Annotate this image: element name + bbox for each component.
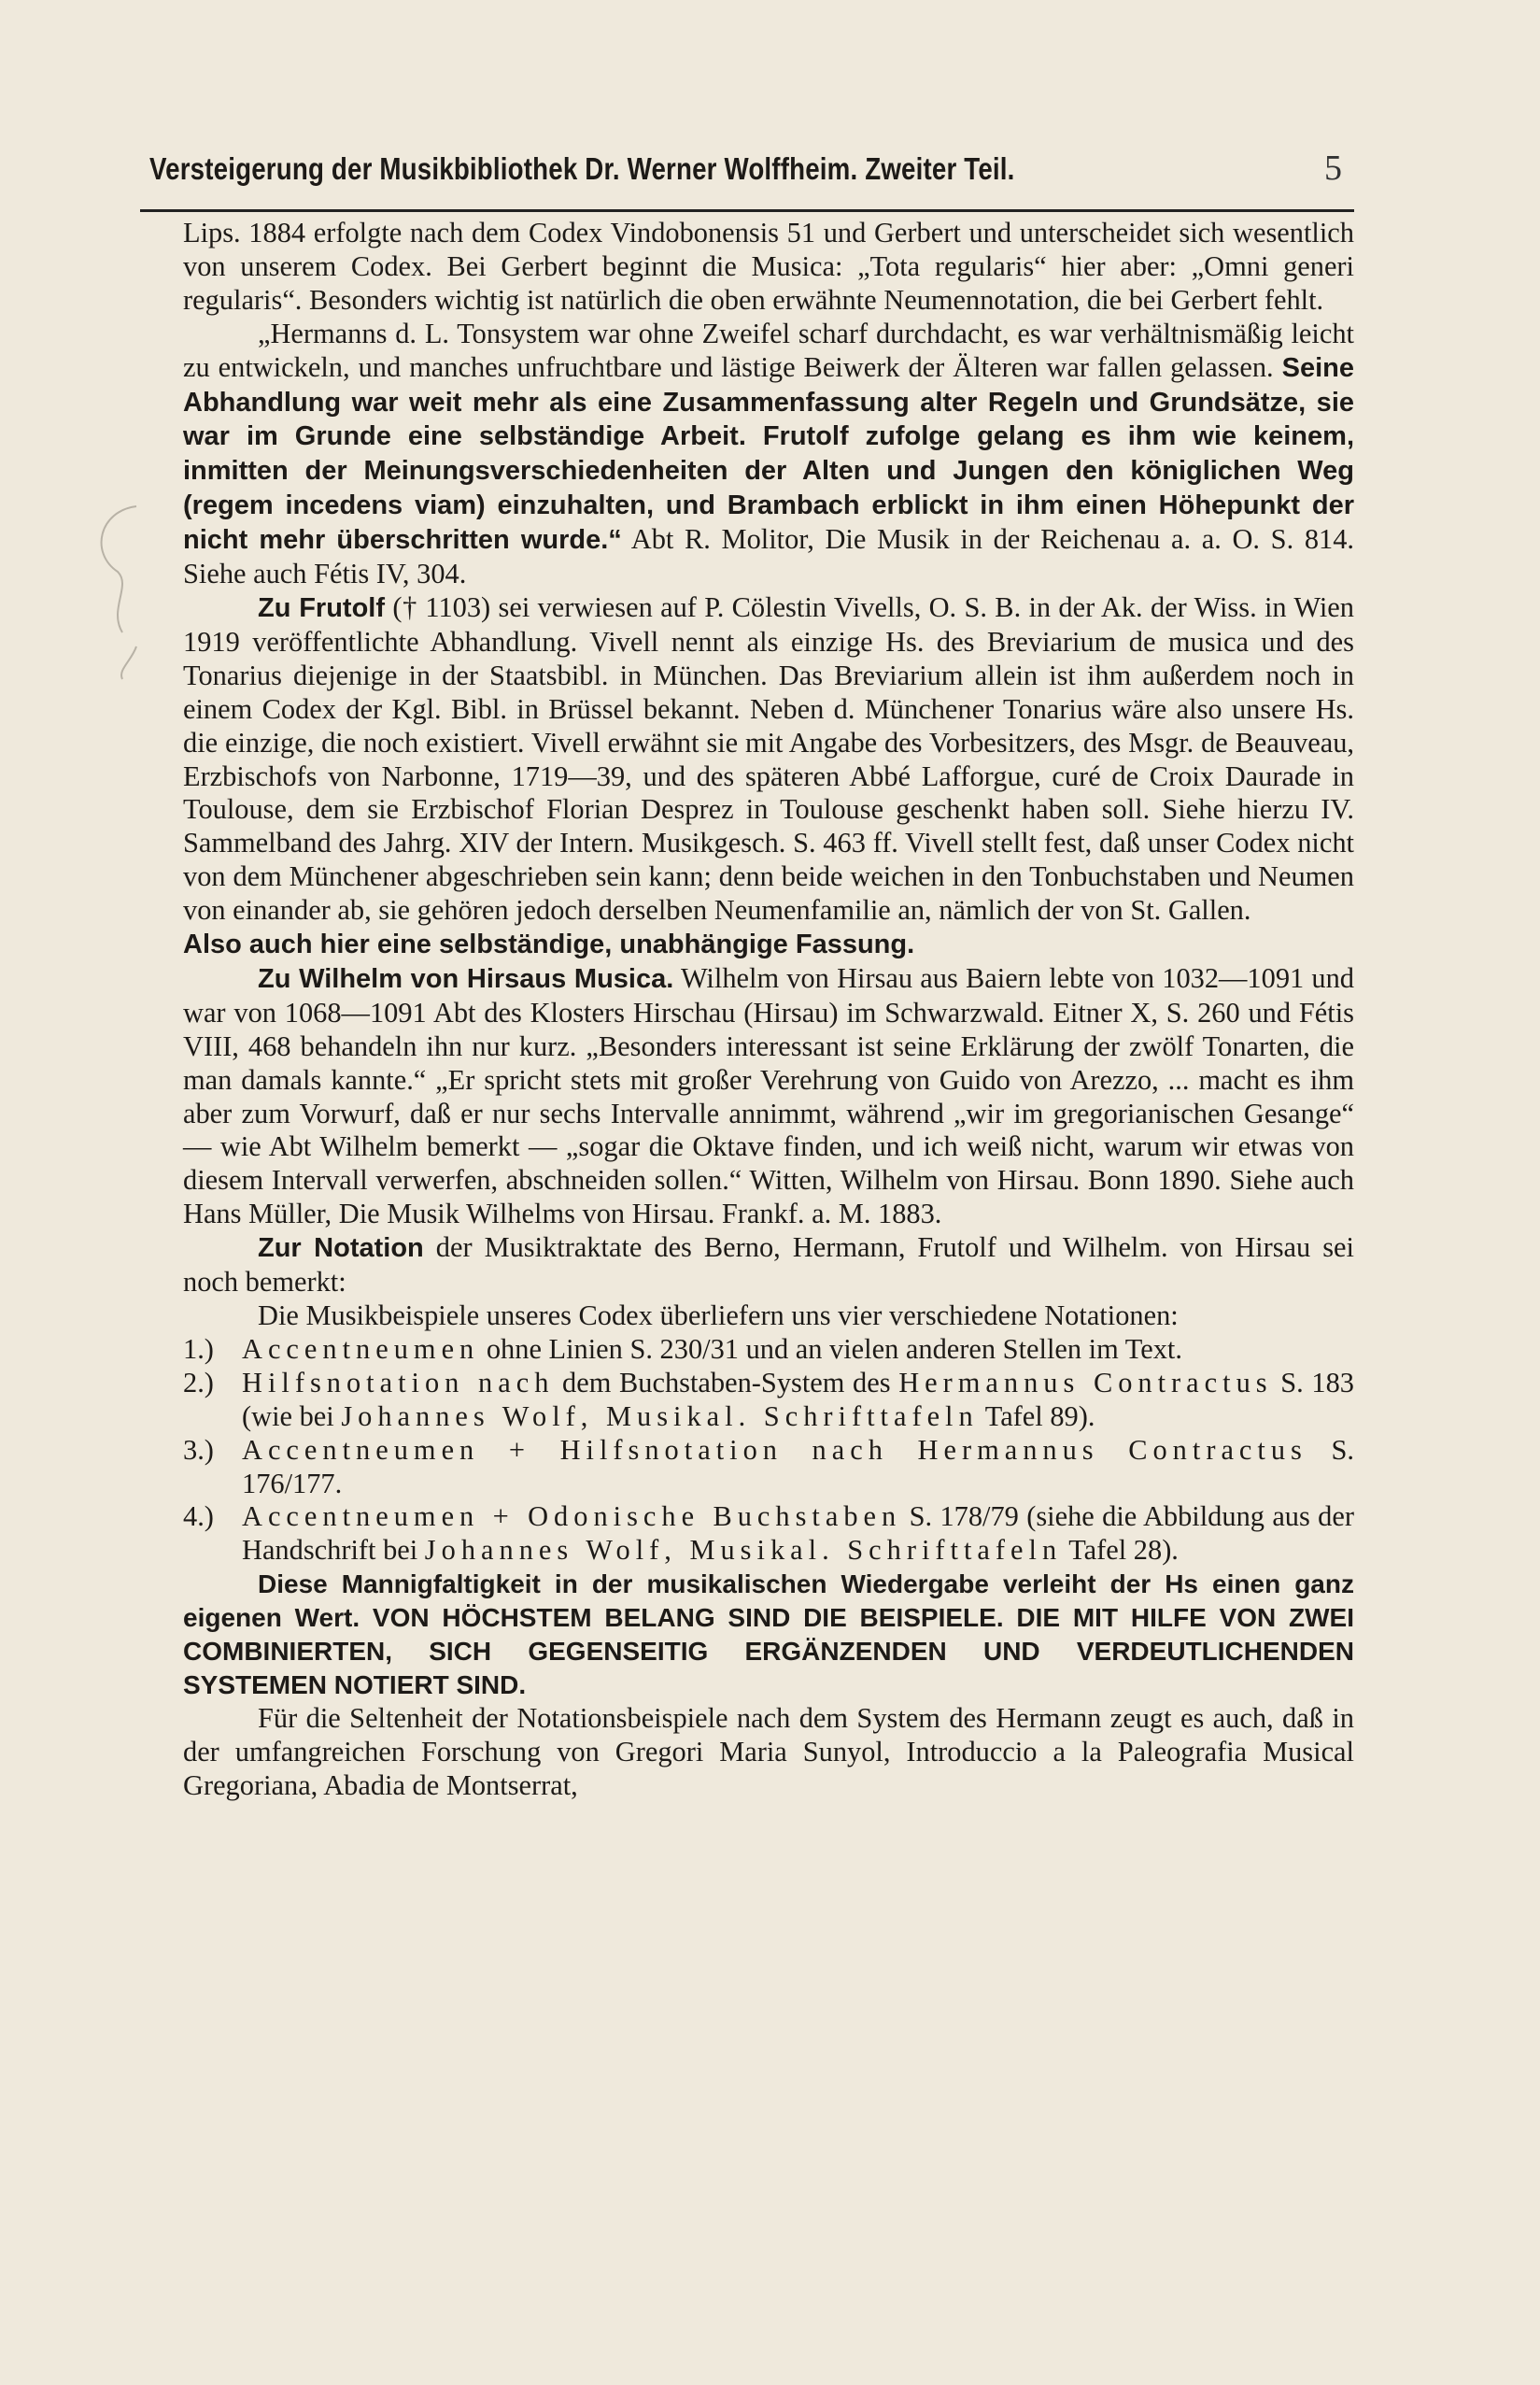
paragraph-4-text: Wilhelm von Hirsau aus Baiern lebte von 1032—1091 und war von 1068—1091 Abt des Klosters Hirschau (Hirsau) im Schwarzwald. Eitner X, S. 260 und Fétis VIII, 468 behandeln ihn nur kurz. „Besonders interessant ist seine Erklärung der zwölf Tonarten, die man damals kannte.“ „Er spricht stets mit großer Verehrung von Guido von Arezzo, ... macht es ihm aber zum Vorwurf, daß er nur sechs Intervalle annimmt, während „wir im gregorianischen Gesange“ — wie Abt Wilhelm bemerkt — „sogar die Oktave finden, und ich weiß nicht, warum wir etwas von diesem Intervall verwerfen, abschneiden sollen.“ Witten, Wilhelm von Hirsau. Bonn 1890. Siehe auch Hans Müller, Die Musik Wilhelms von Hirsau. Frankf. a. M. 1883.	[183, 961, 1355, 1230]
main-text	[183, 217, 1354, 1803]
list-item-term: Accentneumen + Hilfsnotation nach Hermannus Contractus	[242, 1433, 1307, 1466]
list-item-text: dem Buchstaben-System des	[554, 1366, 899, 1398]
header-rule	[140, 209, 1354, 212]
paragraph-6: Die Musikbeispiele unseres Codex überliefern uns vier verschiedene Notationen:	[258, 1299, 1179, 1331]
list-item-number: 4.)	[183, 1500, 214, 1533]
paragraph-5-text: der Musiktraktate des Berno, Hermann, Frutolf und Wilhelm. von Hirsau sei noch bemerkt:	[183, 1231, 1354, 1299]
list-item-number: 1.)	[183, 1332, 214, 1365]
paragraph-3-text: († 1103) sei verwiesen auf P. Cölestin Vivells, O. S. B. in der Ak. der Wiss. in Wien 1919 veröffentlichte Abhandlung. Vivell nennt als einzige Hs. des Breviarium de musica und des Tonarius diejenige in der Staatsbibl. in München. Das Breviarium allein ist ihm außerdem noch in einem Codex der Kgl. Bibl. in Brüssel bekannt. Neben d. Münchener Tonarius wäre also unsere Hs. die einzige, die noch existiert. Vivell erwähnt sie mit Angabe des Vorbesitzers, des Msgr. de Beauveau, Erzbischofs von Narbonne, 1719—39, und des späteren Abbé Lafforgue, curé de Croix Daurade in Toulouse, dem sie Erzbischof Florian Desprez in Toulouse geschenkt haben soll. Siehe hierzu IV. Sammelband des Jahrg. XIV der Intern. Musikgesch. S. 463 ff. Vivell stellt fest, daß unser Codex nicht von dem Münchener abgeschrieben sein kann; denn beide weichen in den Tonbuchstaben und Neumen von einander ab, sie gehören jedoch derselben Neumenfamilie an, nämlich der von St. Gallen.	[183, 590, 1354, 927]
paragraph-3-emphasis: Also auch hier eine selbständige, unabhängige Fassung.	[183, 930, 915, 960]
paragraph-4-heading: Zu Wilhelm von Hirsaus Musica.	[258, 963, 674, 994]
list-item	[183, 1434, 1354, 1501]
list-item-number: 2.)	[183, 1366, 214, 1398]
page-number: 5	[1324, 149, 1342, 188]
paragraph-2	[183, 318, 1354, 591]
list-item-text: Tafel 28).	[1062, 1534, 1179, 1567]
list-item-text: ohne Linien S. 230/31 und an vielen anderen Stellen im Text.	[479, 1332, 1182, 1365]
paragraph-5	[183, 1231, 1354, 1299]
list-item	[183, 1333, 1354, 1367]
running-header	[149, 151, 1349, 207]
list-item-text: S. 178/79 (siehe die Abbildung aus der Handschrift bei	[242, 1500, 1354, 1567]
list-item-term: Hilfsnotation nach	[242, 1366, 555, 1398]
paragraph-7-emphasis: Diese Mannigfaltigkeit in der musikalischen Wiedergabe verleiht der Hs einen ganz eigenen Wert. VON HÖCHSTEM BELANG SIND DIE BEISPIELE. DIE MIT HILFE VON ZWEI COMBINIERTEN, SICH GEGENSEITIG ERGÄNZENDEN UND VERDEUTLICHENDEN SYSTEMEN NOTIERT SIND.	[183, 1569, 1354, 1699]
paragraph-2-citation: Abt R. Molitor, Die Musik in der Reichenau a. a. O. S. 814. Siehe auch Fétis IV, 304.	[183, 523, 1355, 590]
list-item	[183, 1500, 1354, 1568]
list-item-term: Hermannus Contractus	[898, 1366, 1273, 1398]
paragraph-3-conclusion	[183, 928, 1354, 962]
list-item-term: Accentneumen	[242, 1332, 480, 1365]
paragraph-2-emphasis: Seine Abhandlung war weit mehr als eine Zusammenfassung alter Regeln und Grundsätze, sie war im Grunde eine selbständige Arbeit. Frutolf zufolge gelang es ihm wie keinem, inmitten der Meinungsverschiedenheiten der Alten und Jungen den königlichen Weg (regem incedens viam) einzuhalten, und Brambach erblickt in ihm einen Höhepunkt der nicht mehr überschritten wurde.“	[183, 352, 1354, 556]
list-item-term: Accentneumen + Odonische Buchstaben	[242, 1500, 902, 1533]
paragraph-3-heading: Zu Frutolf	[258, 592, 386, 623]
list-item-number: 3.)	[183, 1433, 214, 1466]
list-item-term: Johannes Wolf, Musikal. Schrifttafeln	[341, 1399, 979, 1432]
list-item-text: S. 176/177.	[242, 1433, 1354, 1499]
list-item-text: S. 183 (wie bei	[242, 1366, 1354, 1432]
paragraph-5-heading: Zur Notation	[258, 1233, 424, 1264]
paragraph-3	[183, 591, 1354, 928]
paragraph-8: Für die Seltenheit der Notationsbeispiele nach dem System des Hermann zeugt es auch, daß in der umfangreichen Forschung von Gregori Maria Sunyol, Introduccio a la Paleografia Musical Gregoriana, Abadia de Montserrat,	[183, 1701, 1354, 1801]
list-item	[183, 1367, 1354, 1434]
paragraph-2-text: „Hermanns d. L. Tonsystem war ohne Zweifel scharf durchdacht, es war verhältnismäßig leicht zu entwickeln, und manches unfruchtbare und lästige Beiwerk der Älteren war fallen gelassen.	[183, 317, 1354, 383]
list-item-text: Tafel 89).	[978, 1399, 1095, 1432]
paragraph-1: Lips. 1884 erfolgte nach dem Codex Vindobonensis 51 und Gerbert und unterscheidet sich wesentlich von unserem Codex. Bei Gerbert beginnt die Musica: „Tota regularis“ hier aber: „Omni generi regularis“. Besonders wichtig ist natürlich die oben erwähnte Neumennotation, die bei Gerbert fehlt.	[183, 217, 1354, 316]
paragraph-4	[183, 962, 1354, 1231]
list-item-term: Johannes Wolf, Musikal. Schrifttafeln	[424, 1534, 1063, 1567]
header-title: Versteigerung der Musikbibliothek Dr. Werner Wolffheim. Zweiter Teil.	[149, 151, 1015, 186]
pencil-mark-icon	[80, 497, 155, 684]
